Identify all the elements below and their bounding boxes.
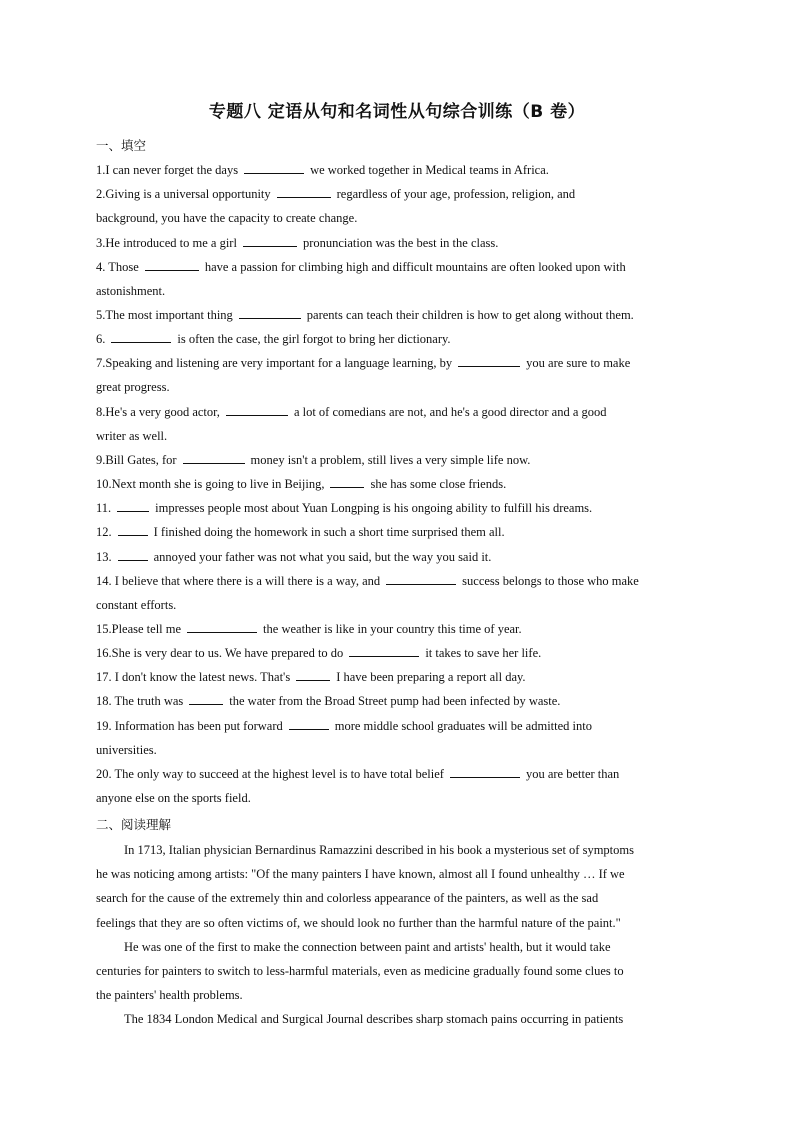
answer-blank[interactable] <box>118 548 148 561</box>
question-text: 19. Information has been put forward <box>96 719 283 733</box>
question-text: 16.She is very dear to us. We have prepared to do <box>96 646 344 660</box>
question-item <box>96 472 698 496</box>
answer-blank[interactable] <box>117 499 149 512</box>
question-text: 6. <box>96 332 106 346</box>
passage-line: centuries for painters to switch to less-harmful materials, even as medicine gradually found some clues to <box>96 964 624 979</box>
question-continuation: anyone else on the sports field. <box>96 791 251 805</box>
question-text: 12. <box>96 525 112 539</box>
question-continuation: writer as well. <box>96 429 168 443</box>
question-text: annoyed your father was not what you said, but the way you said it. <box>153 550 492 564</box>
question-text: you are sure to make <box>526 356 631 370</box>
question-item <box>96 496 698 520</box>
answer-blank[interactable] <box>226 403 288 416</box>
question-continuation: universities. <box>96 743 157 757</box>
answer-blank[interactable] <box>183 451 245 464</box>
passage-line: In 1713, Italian physician Bernardinus Ramazzini described in his book a mysterious set of symptoms <box>124 843 634 857</box>
answer-blank[interactable] <box>450 765 520 778</box>
question-item <box>96 714 698 762</box>
answer-blank[interactable] <box>386 572 456 585</box>
answer-blank[interactable] <box>187 620 257 633</box>
question-item <box>96 351 698 399</box>
question-text: 18. The truth was <box>96 694 184 708</box>
answer-blank[interactable] <box>289 717 329 730</box>
answer-blank[interactable] <box>189 692 223 705</box>
question-text: 8.He's a very good actor, <box>96 405 220 419</box>
question-text: a lot of comedians are not, and he's a good director and a good <box>293 405 607 419</box>
question-text: I have been preparing a report all day. <box>336 670 526 684</box>
question-item <box>96 617 698 641</box>
passage-line: the painters' health problems. <box>96 988 243 1003</box>
question-item <box>96 327 698 351</box>
question-item <box>96 641 698 665</box>
answer-blank[interactable] <box>349 644 419 657</box>
question-continuation: background, you have the capacity to create change. <box>96 211 358 225</box>
question-text: 17. I don't know the latest news. That's <box>96 670 291 684</box>
passage-line: he was noticing among artists: "Of the many painters I have known, almost all I found unhealthy … If we <box>96 867 625 882</box>
question-text: 20. The only way to succeed at the highest level is to have total belief <box>96 767 444 781</box>
question-continuation: astonishment. <box>96 284 166 298</box>
question-text: you are better than <box>525 767 620 781</box>
question-text: regardless of your age, profession, religion, and <box>336 187 576 201</box>
question-continuation: constant efforts. <box>96 598 177 612</box>
answer-blank[interactable] <box>145 258 199 271</box>
answer-blank[interactable] <box>243 234 297 247</box>
question-text: we worked together in Medical teams in Africa. <box>310 163 549 177</box>
question-text: 4. Those <box>96 260 139 274</box>
answer-blank[interactable] <box>118 523 148 536</box>
question-item <box>96 545 698 569</box>
question-text: more middle school graduates will be admitted into <box>334 719 592 733</box>
answer-blank[interactable] <box>277 185 331 198</box>
question-item <box>96 569 698 617</box>
question-text: is often the case, the girl forgot to bring her dictionary. <box>177 332 451 346</box>
question-text: parents can teach their children is how to get along without them. <box>306 308 634 322</box>
question-item <box>96 689 698 713</box>
passage-line: search for the cause of the extremely thin and colorless appearance of the painters, as well as the sad <box>96 891 599 906</box>
reading-passage <box>96 838 700 1032</box>
answer-blank[interactable] <box>330 475 364 488</box>
answer-blank[interactable] <box>111 330 171 343</box>
question-item <box>96 448 698 472</box>
question-text: money isn't a problem, still lives a very simple life now. <box>250 453 531 467</box>
question-item <box>96 182 698 230</box>
question-text: she has some close friends. <box>370 477 507 491</box>
question-text: 2.Giving is a universal opportunity <box>96 187 271 201</box>
passage-line: feelings that they are so often victims of, we should look no further than the harmful nature of the paint." <box>96 915 621 930</box>
question-text: have a passion for climbing high and difficult mountains are often looked upon with <box>204 260 626 274</box>
question-item <box>96 400 698 448</box>
question-item <box>96 158 698 182</box>
question-item <box>96 255 698 303</box>
question-continuation: great progress. <box>96 380 170 394</box>
question-item <box>96 762 698 810</box>
question-text: 7.Speaking and listening are very important for a language learning, by <box>96 356 453 370</box>
answer-blank[interactable] <box>239 306 301 319</box>
question-item <box>96 303 698 327</box>
page-title: 专题八 定语从句和名词性从句综合训练（B 卷） <box>208 102 586 122</box>
question-item <box>96 231 698 255</box>
question-text: the water from the Broad Street pump had been infected by waste. <box>229 694 561 708</box>
question-text: 14. I believe that where there is a will there is a way, and <box>96 574 381 588</box>
section-heading-reading: 二、阅读理解 <box>96 817 172 832</box>
passage-line: The 1834 London Medical and Surgical Journal describes sharp stomach pains occurring in patients <box>124 1012 624 1027</box>
question-text: 3.He introduced to me a girl <box>96 236 237 250</box>
answer-blank[interactable] <box>458 354 520 367</box>
question-item <box>96 665 698 689</box>
question-text: impresses people most about Yuan Longping is his ongoing ability to fulfill his dreams. <box>155 501 593 515</box>
section-heading-fill-in: 一、填空 <box>96 138 147 153</box>
answer-blank[interactable] <box>244 161 304 174</box>
question-text: 11. <box>96 501 112 515</box>
question-text: pronunciation was the best in the class. <box>302 236 499 250</box>
question-text: 10.Next month she is going to live in Beijing, <box>96 477 325 491</box>
question-text: success belongs to those who make <box>462 574 639 588</box>
question-text: 13. <box>96 550 112 564</box>
question-text: I finished doing the homework in such a short time surprised them all. <box>153 525 505 539</box>
question-text: 1.I can never forget the days <box>96 163 239 177</box>
question-text: it takes to save her life. <box>425 646 542 660</box>
question-text: 9.Bill Gates, for <box>96 453 177 467</box>
question-text: 5.The most important thing <box>96 308 233 322</box>
passage-line: He was one of the first to make the connection between paint and artists' health, but it would take <box>124 939 611 954</box>
answer-blank[interactable] <box>296 668 330 681</box>
question-text: the weather is like in your country this time of year. <box>263 622 522 636</box>
question-text: 15.Please tell me <box>96 622 182 636</box>
question-item <box>96 520 698 544</box>
